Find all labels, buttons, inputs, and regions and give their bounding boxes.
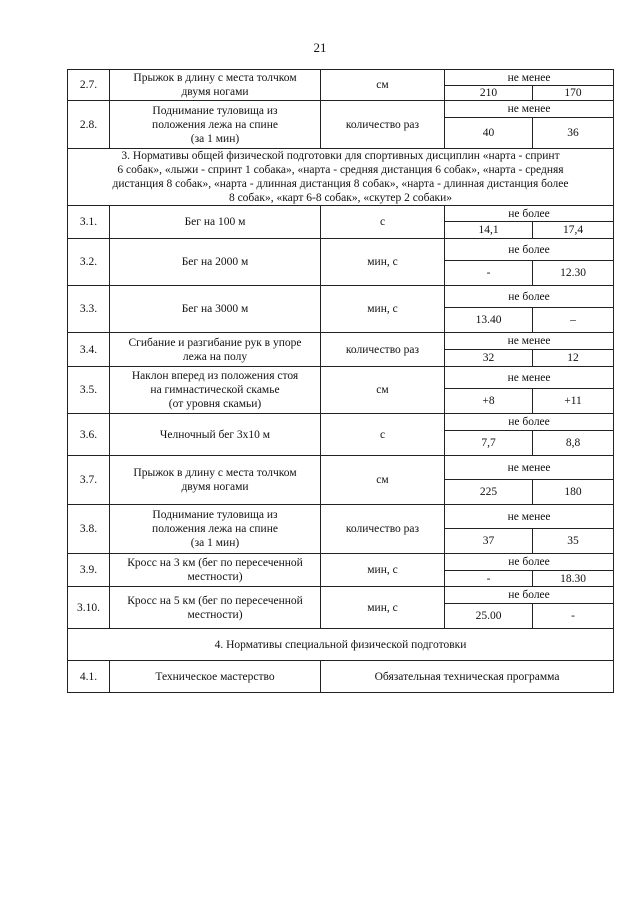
exercise-name-line: Бег на 2000 м (181, 256, 249, 268)
unit: количество раз (321, 505, 445, 554)
exercise-name-line: двумя ногами (181, 481, 249, 493)
value-2: +11 (533, 389, 614, 414)
exercise-name (110, 206, 321, 239)
value-2: 8,8 (533, 431, 614, 456)
exercise-name-line: Прыжок в длину с места толчком (133, 72, 297, 84)
exercise-name-line: Прыжок в длину с места толчком (133, 467, 297, 479)
limit-label: не менее (445, 505, 614, 529)
limit-label: не более (445, 414, 614, 431)
row-number: 3.3. (68, 286, 110, 333)
exercise-name-line: (за 1 мин) (190, 537, 240, 549)
limit-label: не менее (445, 333, 614, 350)
row-number: 3.5. (68, 367, 110, 414)
row-number: 2.7. (68, 70, 110, 101)
exercise-name-line: местности) (187, 571, 243, 583)
limit-label: не менее (445, 367, 614, 389)
row-number: 3.2. (68, 239, 110, 286)
value-1: 14,1 (445, 222, 533, 239)
unit: мин, с (321, 239, 445, 286)
section-3-title-line: 6 собак», «лыжи - спринт 1 собака», «нарта - средняя дистанция 6 собак», «нарта - средняя (117, 164, 564, 176)
row-number: 3.4. (68, 333, 110, 367)
table-row (68, 414, 614, 431)
row-number: 2.8. (68, 101, 110, 149)
exercise-name-line: Кросс на 5 км (бег по пересеченной (127, 594, 303, 607)
exercise-name (110, 239, 321, 286)
exercise-name-line: (от уровня скамьи) (168, 398, 262, 410)
exercise-name (110, 587, 321, 629)
table-row (68, 505, 614, 529)
unit: см (321, 367, 445, 414)
value-2: 17,4 (533, 222, 614, 239)
value-1: +8 (445, 389, 533, 414)
row-number: 3.10. (68, 587, 110, 629)
exercise-name (110, 456, 321, 505)
table-row (68, 554, 614, 571)
section-3-title-line: 3. Нормативы общей физической подготовки для спортивных дисциплин «нарта - спринт (121, 150, 560, 162)
section-3-title (68, 149, 614, 206)
value-1: 32 (445, 350, 533, 367)
section-3-title-line: дистанция 8 собак», «нарта - длинная дистанция 8 собак», «нарта - длинная дистанция более (112, 178, 569, 190)
unit: с (321, 206, 445, 239)
norms-table (67, 69, 614, 693)
row-number: 3.6. (68, 414, 110, 456)
exercise-name-line: Кросс на 3 км (бег по пересеченной (127, 557, 303, 569)
unit: мин, с (321, 554, 445, 587)
value-2: 35 (533, 529, 614, 554)
limit-label: не более (445, 587, 614, 604)
exercise-name (110, 414, 321, 456)
value-2: – (533, 308, 614, 333)
exercise-name-line: Поднимание туловища из (152, 509, 278, 521)
limit-label: не более (445, 206, 614, 222)
value-2: 180 (533, 480, 614, 505)
unit: мин, с (321, 587, 445, 629)
exercise-name (110, 286, 321, 333)
unit: с (321, 414, 445, 456)
value-2: 36 (533, 118, 614, 149)
unit: см (321, 70, 445, 101)
value-1: - (445, 261, 533, 286)
exercise-name (110, 367, 321, 414)
section-4-title: 4. Нормативы специальной физической подготовки (68, 629, 614, 661)
limit-label: не менее (445, 70, 614, 86)
row-number: 4.1. (68, 661, 110, 693)
table-row (68, 456, 614, 480)
exercise-name-line: Бег на 100 м (184, 216, 246, 228)
exercise-name (110, 333, 321, 367)
program-text: Обязательная техническая программа (321, 661, 614, 693)
exercise-name (110, 554, 321, 587)
exercise-name-line: Наклон вперед из положения стоя (131, 370, 299, 382)
exercise-name-line: Сгибание и разгибание рук в упоре (128, 336, 302, 349)
row-number: 3.7. (68, 456, 110, 505)
unit: количество раз (321, 101, 445, 149)
value-1: 7,7 (445, 431, 533, 456)
exercise-name-line: положения лежа на спине (152, 523, 278, 535)
value-1: 210 (445, 86, 533, 101)
limit-label: не менее (445, 456, 614, 480)
value-2: 170 (533, 86, 614, 101)
exercise-name-line: Поднимание туловища из (152, 104, 278, 117)
value-2: 12 (533, 350, 614, 367)
table-row (68, 206, 614, 222)
value-2: 12.30 (533, 261, 614, 286)
exercise-name-line: Челночный бег 3х10 м (159, 428, 271, 441)
exercise-name-line: на гимнастической скамье (150, 384, 280, 396)
exercise-name (110, 70, 321, 101)
limit-label: не более (445, 239, 614, 261)
table-row (68, 239, 614, 261)
table-row (68, 70, 614, 86)
exercise-name: Техническое мастерство (110, 661, 321, 693)
row-number: 3.1. (68, 206, 110, 239)
section-3-header-row (68, 149, 614, 206)
section-4-header-row (68, 629, 614, 661)
table-row (68, 101, 614, 118)
unit: количество раз (321, 333, 445, 367)
exercise-name-line: (за 1 мин) (190, 132, 240, 145)
unit: мин, с (321, 286, 445, 333)
unit: см (321, 456, 445, 505)
value-1: 25.00 (445, 604, 533, 629)
table-row (68, 367, 614, 389)
exercise-name-line: лежа на полу (182, 350, 248, 363)
exercise-name-line: двумя ногами (181, 86, 249, 98)
value-1: - (445, 571, 533, 587)
exercise-name (110, 101, 321, 149)
row-number: 3.8. (68, 505, 110, 554)
value-2: - (533, 604, 614, 629)
limit-label: не менее (445, 101, 614, 118)
value-1: 37 (445, 529, 533, 554)
page-number: 21 (313, 40, 327, 55)
table-row-4-1 (68, 661, 614, 693)
value-1: 225 (445, 480, 533, 505)
row-number: 3.9. (68, 554, 110, 587)
exercise-name-line: местности) (187, 608, 243, 621)
table-row (68, 333, 614, 350)
limit-label: не более (445, 286, 614, 308)
table-row (68, 286, 614, 308)
exercise-name-line: положения лежа на спине (152, 118, 278, 131)
table-row (68, 587, 614, 604)
value-1: 40 (445, 118, 533, 149)
limit-label: не более (445, 554, 614, 571)
value-1: 13.40 (445, 308, 533, 333)
exercise-name (110, 505, 321, 554)
section-3-title-line: 8 собак», «карт 6-8 собак», «скутер 2 собаки» (228, 192, 453, 204)
value-2: 18.30 (533, 571, 614, 587)
exercise-name-line: Бег на 3000 м (181, 303, 249, 315)
